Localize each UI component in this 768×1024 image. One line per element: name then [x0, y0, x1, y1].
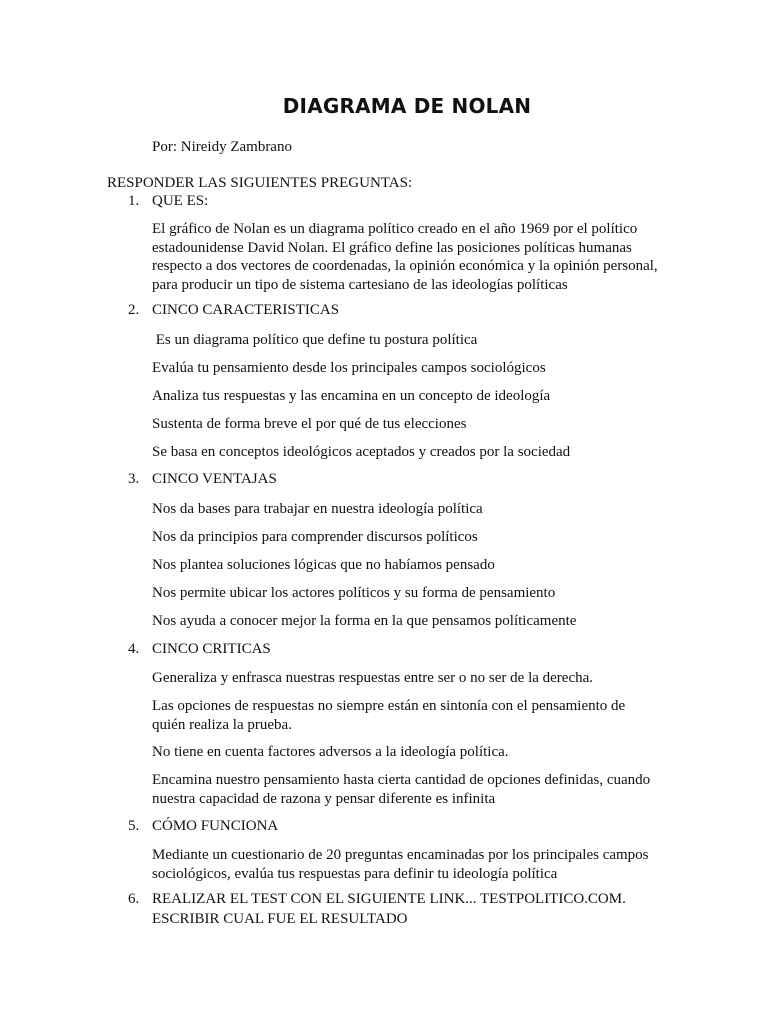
- advantage-item: Nos permite ubicar los actores políticos y su forma de pensamiento: [152, 585, 556, 601]
- question-5-label: CÓMO FUNCIONA: [152, 818, 279, 834]
- question-5-heading: [128, 818, 278, 835]
- characteristic-item: Analiza tus respuestas y las encamina en un concepto de ideología: [152, 388, 551, 404]
- question-4-number: 4.: [128, 641, 140, 657]
- criticism-item: No tiene en cuenta factores adversos a la ideología política.: [152, 744, 509, 760]
- characteristic-item: Evalúa tu pensamiento desde los principales campos sociológicos: [152, 360, 546, 376]
- question-3-label: CINCO VENTAJAS: [152, 471, 277, 487]
- criticism-item: Las opciones de respuestas no siempre están en sintonía con el pensamiento de quién realiza la prueba.: [152, 698, 626, 733]
- question-5-answer: Mediante un cuestionario de 20 preguntas encaminadas por los principales campos sociológicos, evalúa tus respuestas para definir tu ideología política: [152, 847, 649, 882]
- question-6-label-continued: ESCRIBIR CUAL FUE EL RESULTADO: [152, 911, 408, 927]
- question-6-heading: [128, 891, 626, 908]
- question-2-heading: [128, 302, 339, 319]
- question-1-answer: El gráfico de Nolan es un diagrama político creado en el año 1969 por el político estadounidense David Nolan. El gráfico define las posiciones políticas humanas respecto a dos vectores de coordenadas, la opinión económica y la opinión personal, para producir un tipo de sistema cartesiano de las ideologías políticas: [152, 221, 658, 293]
- question-1-label: QUE ES:: [152, 193, 209, 209]
- characteristic-item: Es un diagrama político que define tu postura política: [152, 332, 478, 348]
- advantage-item: Nos plantea soluciones lógicas que no habíamos pensado: [152, 557, 495, 573]
- document-title: DIAGRAMA DE NOLAN: [282, 94, 532, 118]
- instructions-heading: RESPONDER LAS SIGUIENTES PREGUNTAS:: [107, 175, 413, 191]
- criticism-item: Encamina nuestro pensamiento hasta cierta cantidad de opciones definidas, cuando nuestra capacidad de razona y pensar diferente es infinita: [152, 772, 651, 807]
- characteristic-item: Se basa en conceptos ideológicos aceptados y creados por la sociedad: [152, 444, 571, 460]
- question-3-heading: [128, 471, 277, 488]
- question-6-number: 6.: [128, 891, 140, 907]
- question-1-heading: [128, 193, 208, 210]
- advantage-item: Nos da principios para comprender discursos políticos: [152, 529, 478, 545]
- advantage-item: Nos da bases para trabajar en nuestra ideología política: [152, 501, 483, 517]
- question-1-number: 1.: [128, 193, 140, 209]
- question-5-number: 5.: [128, 818, 140, 834]
- characteristic-item: Sustenta de forma breve el por qué de tus elecciones: [152, 416, 467, 432]
- advantage-item: Nos ayuda a conocer mejor la forma en la que pensamos políticamente: [152, 613, 577, 629]
- question-6-label: REALIZAR EL TEST CON EL SIGUIENTE LINK... TESTPOLITICO.COM.: [152, 891, 626, 907]
- question-2-number: 2.: [128, 302, 140, 318]
- question-2-label: CINCO CARACTERISTICAS: [152, 302, 340, 318]
- question-4-label: CINCO CRITICAS: [152, 641, 271, 657]
- criticism-item: Generaliza y enfrasca nuestras respuestas entre ser o no ser de la derecha.: [152, 670, 594, 686]
- question-3-number: 3.: [128, 471, 140, 487]
- document-author: Por: Nireidy Zambrano: [152, 139, 292, 155]
- question-4-heading: [128, 641, 271, 658]
